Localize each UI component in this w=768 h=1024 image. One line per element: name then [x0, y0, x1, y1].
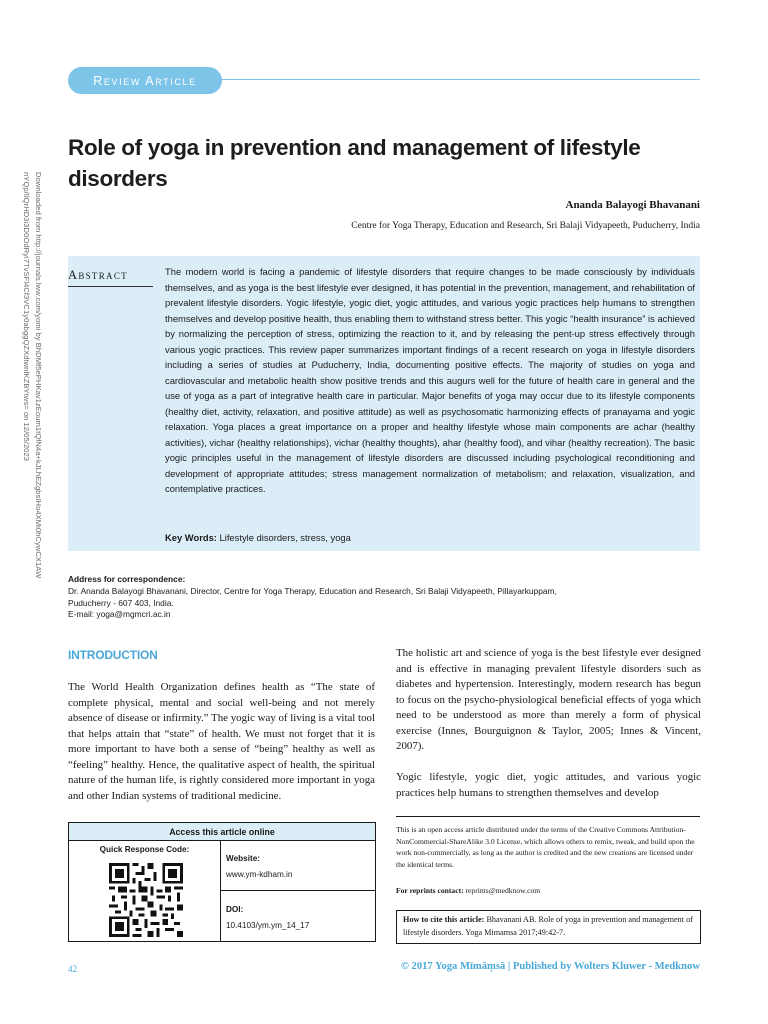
- correspondence-line-1: Dr. Ananda Balayogi Bhavanani, Director, Centre for Yoga Therapy, Education and Research, Sri Balaji Vidyapeeth, Pillayarkuppam,: [68, 585, 557, 596]
- abstract-label: Abstract: [68, 268, 128, 282]
- author-name: Ananda Balayogi Bhavanani: [565, 199, 700, 211]
- introduction-heading: INTRODUCTION: [68, 648, 158, 662]
- citation-label: How to cite this article:: [403, 915, 485, 924]
- abstract-text: The modern world is facing a pandemic of lifestyle disorders that require changes to be made consciously by individuals themselves, and as yoga is the best lifestyle ever designed, it has potential in the prevention, management, and rehabilitation of prevalent lifestyle disorders. Yogic lifestyle, yogic diet, yogic attitudes, and various yogic practices help humans to strengthen themselves and develop positive health, thus enabling them to withstand stress better. This yogic “health insurance” is achieved by normalizing the perception of stress, optimizing the reaction to it, and by releasing the pent-up stress effectively through various yogic practices. This review paper summarizes important findings of a recent research on yoga in lifestyle disorders including a series of studies at Puducherry, India, documenting positive effects. The majority of studies on yoga and cardiovascular and metabolic health show positive trends and this augurs well for the future of health care in general and the use of yoga as a part of integrative health care in particular. Major benefits of yoga may occur due to its lifestyle components (healthy diet, activity, relaxation, and positive attitude) as well as psychosomatic harmonizing effects of pranayama and yogic relaxation. Yoga places a great importance on a proper and healthy lifestyle whose main components are achar (healthy activities), vichar (healthy relationships), vichar (healthy thoughts), ahar (healthy food), and vihar (healthy recreation). The basic yogic principles useful in the management of lifestyle disorders are discussed including psychological reconditioning and development of appropriate attitudes; stress management normalization of metabolism; and relaxation, visualization, and contemplative practices.: [165, 266, 695, 494]
- reprints-label: For reprints contact:: [396, 886, 464, 895]
- access-box-header: Access this article online: [69, 823, 375, 841]
- keywords-label: Key Words:: [165, 532, 217, 543]
- license-text: This is an open access article distributed under the terms of the Creative Commons Attribution-NonCommercial-ShareAlike 3.0 License, which allows others to remix, tweak, and build upon the work non-commercially, as long as the author is credited and the new creations are licensed under the identical terms.: [396, 825, 695, 869]
- publisher-footer: © 2017 Yoga Mīmāṃsā | Published by Wolters Kluwer - Medknow: [400, 961, 700, 972]
- website-label: Website:: [226, 854, 260, 863]
- download-watermark: [20, 172, 44, 578]
- reprints-contact: [396, 886, 540, 895]
- section-label: Review Article: [93, 73, 197, 88]
- citation-box: [396, 910, 701, 944]
- watermark-line-1: Downloaded from http://journals.lww.com/yomi by BhDMf5ePHKav1zEoum1tQfN4a+kJLhEZgbsIHo4XMi0hCywCX1AW: [34, 172, 43, 579]
- doi-link[interactable]: 10.4103/ym.ym_14_17: [226, 921, 310, 930]
- website-link[interactable]: www.ym-kdham.in: [226, 870, 293, 879]
- keywords: [165, 532, 695, 543]
- introduction-paragraph-3: Yogic lifestyle, yogic diet, yogic attitudes, and various yogic practices help humans to strengthen themselves and develop: [396, 771, 701, 799]
- page-number: 42: [68, 964, 77, 974]
- introduction-paragraph-2: The holistic art and science of yoga is the best lifestyle ever designed and is effective in managing prevalent lifestyle disorders such as diabetes and hypertension. Interestingly, modern research has begun to focus on the psycho-physiological beneficial effects of yoga which need to be understood as more than merely a form of physical exercise (Innes, Bourguignon & Taylor, 2005; Innes & Vincent, 2007).: [396, 647, 701, 752]
- watermark-line-2: nYQp/IlQrHD3i3D0OdRyi7TvSFl4Cf3VC1y0abggQZXdtwnfKZBYtws= on 12/05/2023: [22, 172, 31, 462]
- article-title: Role of yoga in prevention and management of lifestyle disorders: [68, 135, 641, 191]
- qr-code-icon: [109, 863, 183, 937]
- abstract-label-underline: [68, 286, 153, 287]
- reprints-email[interactable]: reprints@medknow.com: [465, 886, 541, 895]
- qr-code-label: Quick Response Code:: [99, 845, 190, 854]
- access-article-box: [68, 822, 376, 942]
- access-row-divider: [221, 890, 375, 891]
- doi-label: DOI:: [226, 905, 244, 914]
- access-box-divider: [220, 841, 221, 941]
- correspondence-label: Address for correspondence:: [68, 574, 186, 584]
- keywords-value: Lifestyle disorders, stress, yoga: [219, 532, 351, 543]
- license-rule: [396, 816, 700, 817]
- citation-text: Bhavanani AB. Role of yoga in prevention and management of lifestyle disorders. Yoga Mimamsa 2017;49:42-7.: [403, 915, 693, 937]
- introduction-paragraph-1: The World Health Organization defines health as “The state of complete physical, mental and social well-being and not merely absence of disease or infirmity.” The yogic way of living is a vital tool that helps attain that “state” of health. We must not forget that it is more important to have both a sense of “being” healthy as well as “feeling” healthy. Hence, the qualitative aspect of health, the spiritual nature of the human life, is rightly considered more important in yoga and other Indian systems of traditional medicine.: [68, 681, 375, 802]
- section-tab: [68, 67, 222, 94]
- correspondence-email[interactable]: E-mail: yoga@mgmcri.ac.in: [68, 609, 171, 620]
- correspondence-line-2: Puducherry - 607 403, India.: [68, 597, 174, 608]
- correspondence-block: [68, 574, 708, 621]
- author-affiliation: Centre for Yoga Therapy, Education and Research, Sri Balaji Vidyapeeth, Puducherry, India: [351, 221, 700, 231]
